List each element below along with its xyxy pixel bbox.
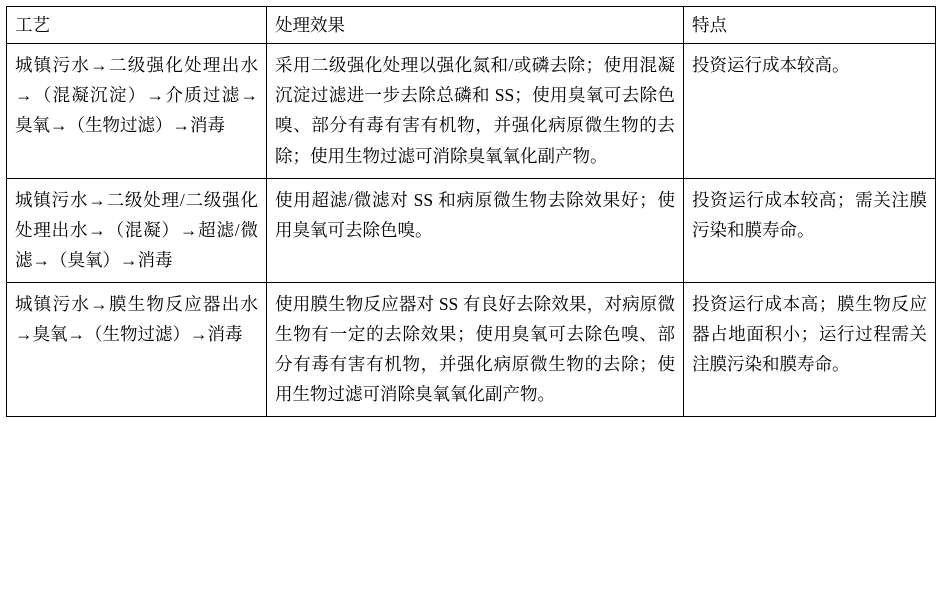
cell-features [684,178,936,282]
cell-text: 投资运行成本较高。 [692,55,850,76]
table-row [7,178,936,282]
process-table [6,6,936,417]
column-header-process: 工艺 [7,7,267,44]
cell-text: 投资运行成本高；膜生物反应器占地面积小；运行过程需关注膜污染和膜寿命。 [692,293,927,375]
cell-process [7,44,267,178]
column-header-effect: 处理效果 [267,7,684,44]
table-row [7,282,936,416]
cell-text: 城镇污水→膜生物反应器出水→臭氧→（生物过滤）→消毒 [15,293,258,344]
cell-process [7,178,267,282]
cell-text: 城镇污水→二级强化处理出水→（混凝沉淀）→介质过滤→臭氧→（生物过滤）→消毒 [15,55,258,136]
cell-text: 采用二级强化处理以强化氮和/或磷去除；使用混凝沉淀过滤进一步去除总磷和 SS；使用臭氧可去除色嗅、部分有毒有害有机物，并强化病原微生物的去除；使用生物过滤可消除臭氧氧化副产物。 [275,55,675,166]
cell-effect [267,282,684,416]
column-header-features: 特点 [684,7,936,44]
cell-effect [267,44,684,178]
table-row [7,44,936,178]
cell-effect [267,178,684,282]
cell-features [684,44,936,178]
table-header-row [7,7,936,44]
cell-features [684,282,936,416]
cell-text: 使用膜生物反应器对 SS 有良好去除效果，对病原微生物有一定的去除效果；使用臭氧可去除色嗅、部分有毒有害有机物，并强化病原微生物的去除；使用生物过滤可消除臭氧氧化副产物。 [275,293,675,405]
cell-process [7,282,267,416]
cell-text: 投资运行成本较高；需关注膜污染和膜寿命。 [692,189,927,240]
cell-text: 使用超滤/微滤对 SS 和病原微生物去除效果好；使用臭氧可去除色嗅。 [275,189,675,240]
cell-text: 城镇污水→二级处理/二级强化处理出水→（混凝）→超滤/微滤→（臭氧）→消毒 [15,189,258,270]
